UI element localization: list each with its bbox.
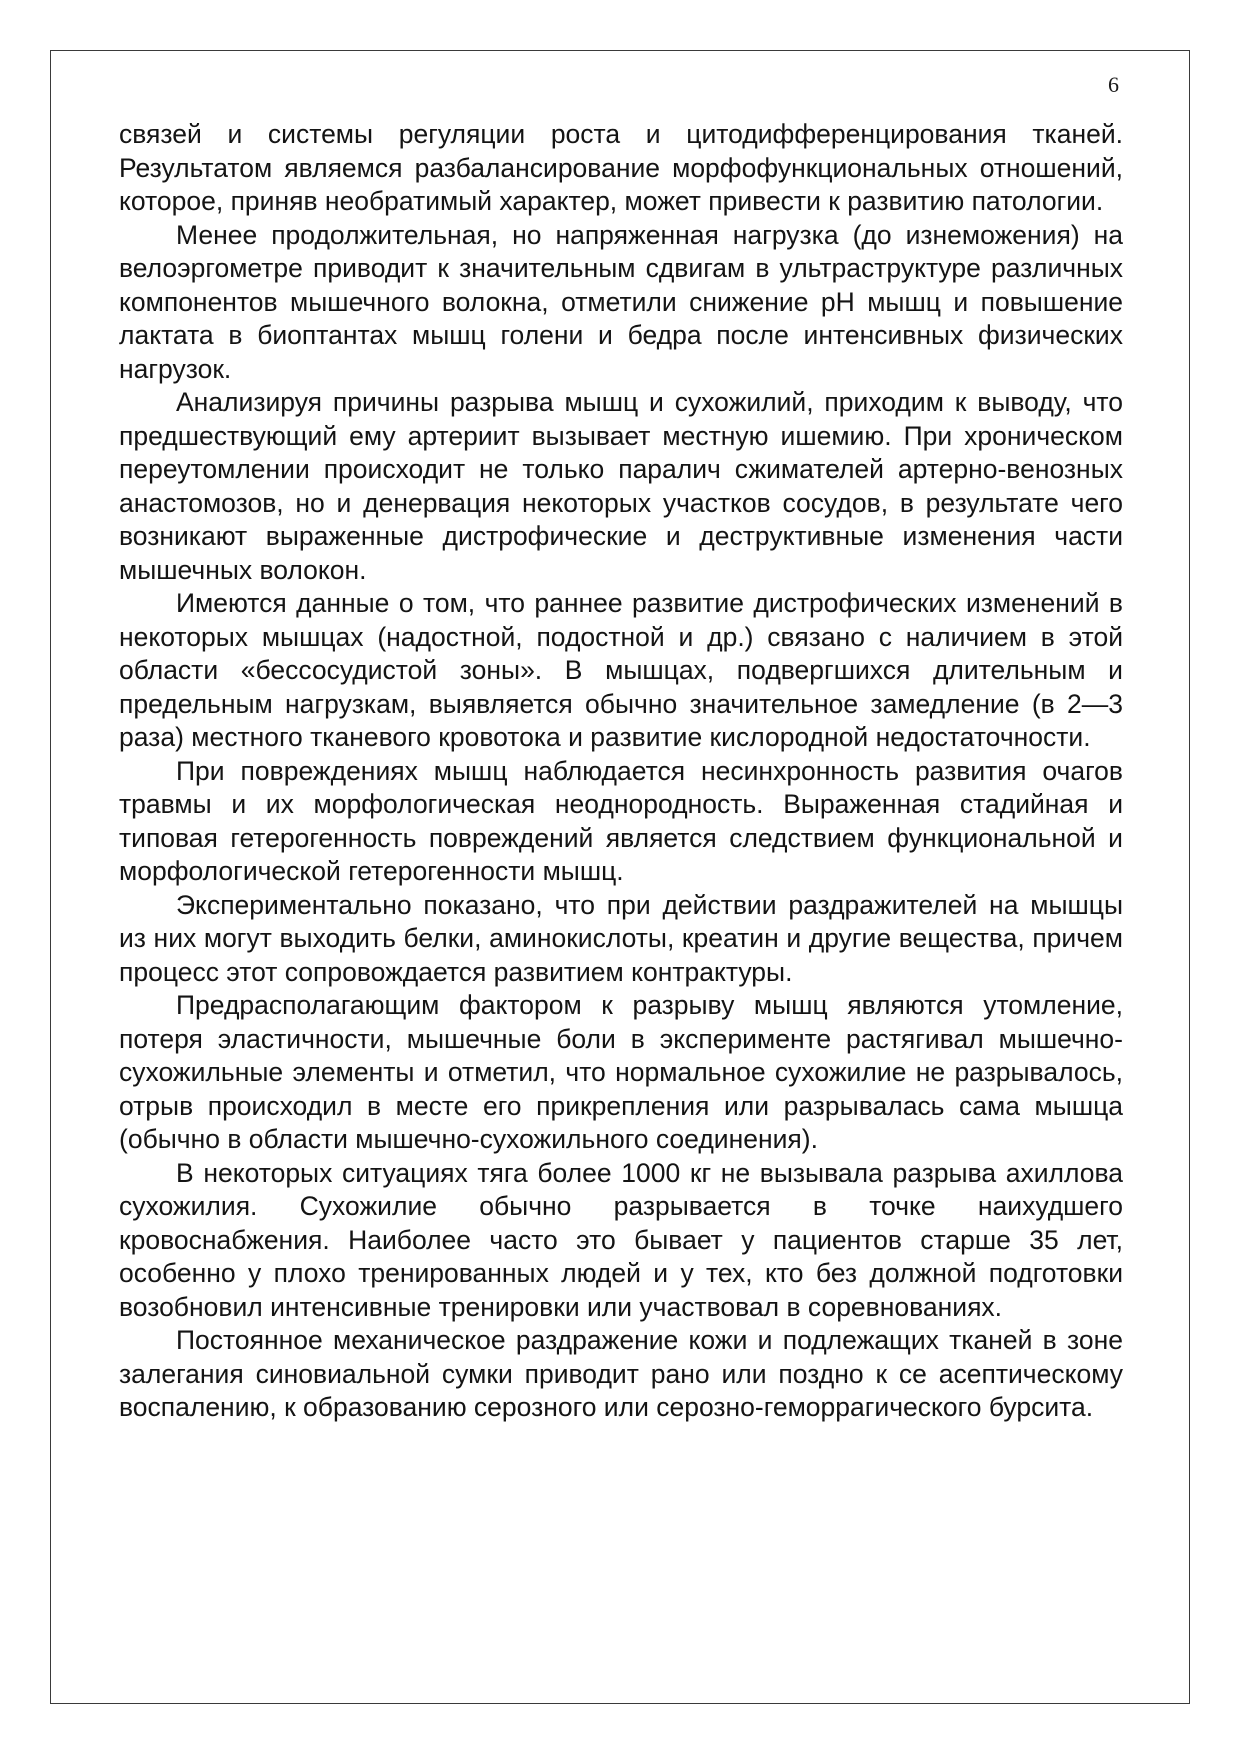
paragraph: При повреждениях мышц наблюдается несинхронность развития очагов травмы и их морфологическая неоднородность. Выраженная стадийная и типовая гетерогенность повреждений является следствием функциональной и морфологической гетерогенности мышц. (119, 755, 1123, 886)
paragraph: Постоянное механическое раздражение кожи и подлежащих тканей в зоне залегания синовиальной сумки приводит рано или поздно к се асептическому воспалению, к образованию серозного или серозно-геморрагического бурсита. (119, 1325, 1123, 1422)
paragraph: Имеются данные о том, что раннее развитие дистрофических изменений в некоторых мышцах (надостной, подостной и др.) связано с наличием в этой области «бессосудистой зоны». В мышцах, подвергшихся длительным и предельным нагрузкам, выявляется обычно значительное замедление (в 2—3 раза) местного тканевого кровотока и развитие кислородной недостаточности. (119, 588, 1123, 752)
paragraph: В некоторых ситуациях тяга более 1000 кг не вызывала разрыва ахиллова сухожилия. Сухожилие обычно разрывается в точке наихудшего кровоснабжения. Наиболее часто это бывает у пациентов старше 35 лет, особенно у плохо тренированных людей и у тех, кто без должной подготовки возобновил интенсивные тренировки или участвовал в соревнованиях. (119, 1157, 1123, 1322)
page-number: 6 (1108, 72, 1119, 97)
paragraph: связей и системы регуляции роста и цитодифференцирования тканей. Результатом являемся разбалансирование морфофункциональных отношений, которое, приняв необратимый характер, может привести к развитию патологии. (119, 119, 1123, 216)
paragraph: Экспериментально показано, что при действии раздражителей на мышцы из них могут выходить белки, аминокислоты, креатин и другие вещества, причем процесс этот сопровождается развитием контрактуры. (119, 889, 1123, 987)
paragraph: Менее продолжительная, но напряженная нагрузка (до изнеможения) на велоэргометре приводит к значительным сдвигам в ультраструктуре различных компонентов мышечного волокна, отметили снижение pH мышц и повышение лактата в биоптантах мышц голени и бедра после интенсивных физических нагрузок. (119, 219, 1123, 384)
paragraph: Анализируя причины разрыва мышц и сухожилий, приходим к выводу, что предшествующий ему артериит вызывает местную ишемию. При хроническом переутомлении происходит не только паралич сжимателей артерно-венозных анастомозов, но и денервация некоторых участков сосудов, в результате чего возникают выраженные дистрофические и деструктивные изменения части мышечных волокон. (119, 387, 1123, 585)
paragraph: Предрасполагающим фактором к разрыву мышц являются утомление, потеря эластичности, мышечные боли в эксперименте растягивал мышечно-сухожильные элементы и отметил, что нормальное сухожилие не разрывалось, отрыв происходил в месте его прикрепления или разрывалась сама мышца (обычно в области мышечно-сухожильного соединения). (119, 990, 1123, 1154)
document-body (119, 118, 1123, 1425)
